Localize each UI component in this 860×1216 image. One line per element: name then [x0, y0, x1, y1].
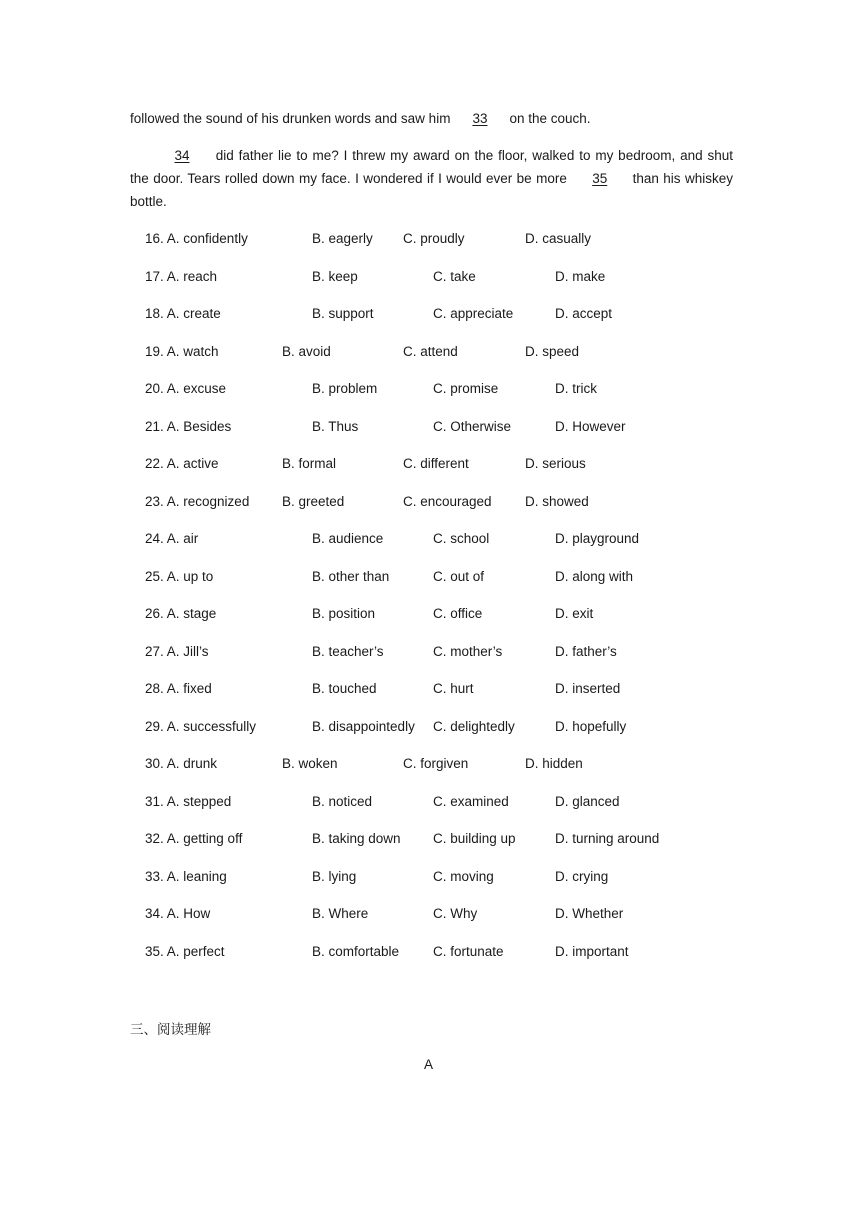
question-option-d: D. make: [555, 268, 606, 284]
question-option-d: D. along with: [555, 568, 634, 584]
question-option-a: 27. A. Jill’s: [145, 643, 209, 659]
question-option-c: C. appreciate: [433, 306, 514, 321]
question-row: [0, 231, 860, 251]
question-option-d: D. father’s: [555, 643, 617, 659]
question-option-b: B. Where: [312, 906, 369, 921]
passage-paragraph-2: [130, 144, 733, 213]
passage-text: followed the sound of his drunken words and saw him: [130, 111, 451, 126]
question-option-d: D. hidden: [525, 756, 583, 771]
question-option-b: B. support: [312, 306, 374, 321]
question-option-d: D. trick: [555, 381, 597, 396]
question-option-c: C. promise: [433, 381, 499, 396]
question-option-d: D. serious: [525, 456, 586, 471]
question-option-a: 35. A. perfect: [145, 943, 225, 959]
question-option-a: 24. A. air: [145, 531, 199, 546]
question-option-c: C. proudly: [403, 231, 465, 246]
question-option-a: 26. A. stage: [145, 606, 217, 621]
question-option-d: D. inserted: [555, 681, 621, 696]
question-row: [0, 419, 860, 439]
question-row: [0, 269, 860, 289]
question-row: [0, 944, 860, 964]
question-option-c: C. office: [433, 606, 483, 621]
question-option-c: C. forgiven: [403, 756, 469, 771]
question-option-a: 16. A. confidently: [145, 231, 248, 246]
question-option-c: C. hurt: [433, 681, 474, 696]
question-option-b: B. other than: [312, 568, 390, 584]
passage-text: did father lie to me? I threw my award on the floor, walked to my bedroom, and shut the door. Tears rolled down my face. I wondered if I would ever be more: [130, 148, 733, 186]
question-option-d: D. glanced: [555, 793, 620, 809]
question-option-a: 28. A. fixed: [145, 681, 212, 696]
question-row: [0, 494, 860, 514]
question-option-a: 34. A. How: [145, 906, 211, 921]
question-option-a: 31. A. stepped: [145, 793, 232, 809]
blank-34: 34: [174, 148, 190, 163]
passage-text: on the couch.: [509, 111, 591, 126]
question-option-a: 25. A. up to: [145, 568, 214, 584]
question-option-d: D. Whether: [555, 906, 624, 921]
question-option-c: C. out of: [433, 568, 485, 584]
question-option-c: C. attend: [403, 343, 458, 359]
question-option-b: B. problem: [312, 381, 378, 396]
question-option-a: 33. A. leaning: [145, 868, 227, 884]
question-option-a: 30. A. drunk: [145, 756, 218, 771]
question-option-a: 20. A. excuse: [145, 381, 227, 396]
question-option-c: C. take: [433, 268, 476, 284]
blank-35: 35: [592, 171, 608, 186]
question-option-b: B. avoid: [282, 343, 331, 359]
question-row: [0, 531, 860, 551]
question-option-c: C. encouraged: [403, 493, 492, 509]
question-option-c: C. delightedly: [433, 718, 515, 734]
passage-text: than his whiskey bottle.: [130, 171, 733, 209]
question-row: [0, 869, 860, 889]
question-option-b: B. comfortable: [312, 943, 400, 959]
question-option-b: B. greeted: [282, 493, 345, 509]
question-option-b: B. woken: [282, 756, 338, 771]
question-row: [0, 569, 860, 589]
question-option-d: D. speed: [525, 343, 580, 359]
question-row: [0, 794, 860, 814]
question-option-d: D. casually: [525, 231, 592, 246]
question-option-b: B. keep: [312, 268, 358, 284]
question-option-c: C. fortunate: [433, 943, 504, 959]
question-row: [0, 831, 860, 851]
question-option-c: C. building up: [433, 831, 516, 846]
question-option-a: 29. A. successfully: [145, 718, 257, 734]
question-row: [0, 719, 860, 739]
question-option-d: D. hopefully: [555, 718, 627, 734]
passage-line-1: [130, 107, 733, 130]
question-row: [0, 606, 860, 626]
question-option-b: B. position: [312, 606, 376, 621]
question-row: [0, 681, 860, 701]
question-option-d: D. showed: [525, 493, 589, 509]
question-option-b: B. eagerly: [312, 231, 373, 246]
question-option-b: B. noticed: [312, 793, 373, 809]
question-row: [0, 381, 860, 401]
question-option-a: 17. A. reach: [145, 268, 218, 284]
question-option-d: D. exit: [555, 606, 594, 621]
question-option-a: 32. A. getting off: [145, 831, 243, 846]
question-option-a: 22. A. active: [145, 456, 219, 471]
question-option-c: C. mother’s: [433, 643, 503, 659]
question-option-b: B. disappointedly: [312, 718, 415, 734]
question-row: [0, 756, 860, 776]
question-row: [0, 306, 860, 326]
question-option-a: 21. A. Besides: [145, 418, 232, 434]
question-option-b: B. taking down: [312, 831, 401, 846]
question-option-d: D. However: [555, 418, 626, 434]
question-option-d: D. playground: [555, 531, 640, 546]
section-title: 三、阅读理解: [130, 1022, 211, 1038]
question-option-d: D. turning around: [555, 831, 660, 846]
question-option-d: D. important: [555, 943, 629, 959]
question-option-d: D. crying: [555, 868, 609, 884]
question-option-a: 23. A. recognized: [145, 493, 250, 509]
question-option-c: C. Otherwise: [433, 418, 512, 434]
question-option-d: D. accept: [555, 306, 613, 321]
passage-letter: A: [424, 1057, 434, 1072]
blank-33: 33: [472, 111, 488, 126]
question-option-c: C. examined: [433, 793, 509, 809]
question-option-a: 18. A. create: [145, 306, 221, 321]
question-option-c: C. different: [403, 456, 469, 471]
question-row: [0, 344, 860, 364]
question-option-a: 19. A. watch: [145, 343, 219, 359]
question-option-b: B. lying: [312, 868, 357, 884]
question-option-c: C. moving: [433, 868, 494, 884]
question-option-b: B. teacher’s: [312, 643, 384, 659]
question-option-c: C. Why: [433, 906, 478, 921]
question-option-b: B. audience: [312, 531, 384, 546]
question-row: [0, 906, 860, 926]
question-option-b: B. touched: [312, 681, 377, 696]
question-row: [0, 644, 860, 664]
question-option-b: B. Thus: [312, 418, 359, 434]
question-option-c: C. school: [433, 531, 490, 546]
question-option-b: B. formal: [282, 456, 337, 471]
question-row: [0, 456, 860, 476]
